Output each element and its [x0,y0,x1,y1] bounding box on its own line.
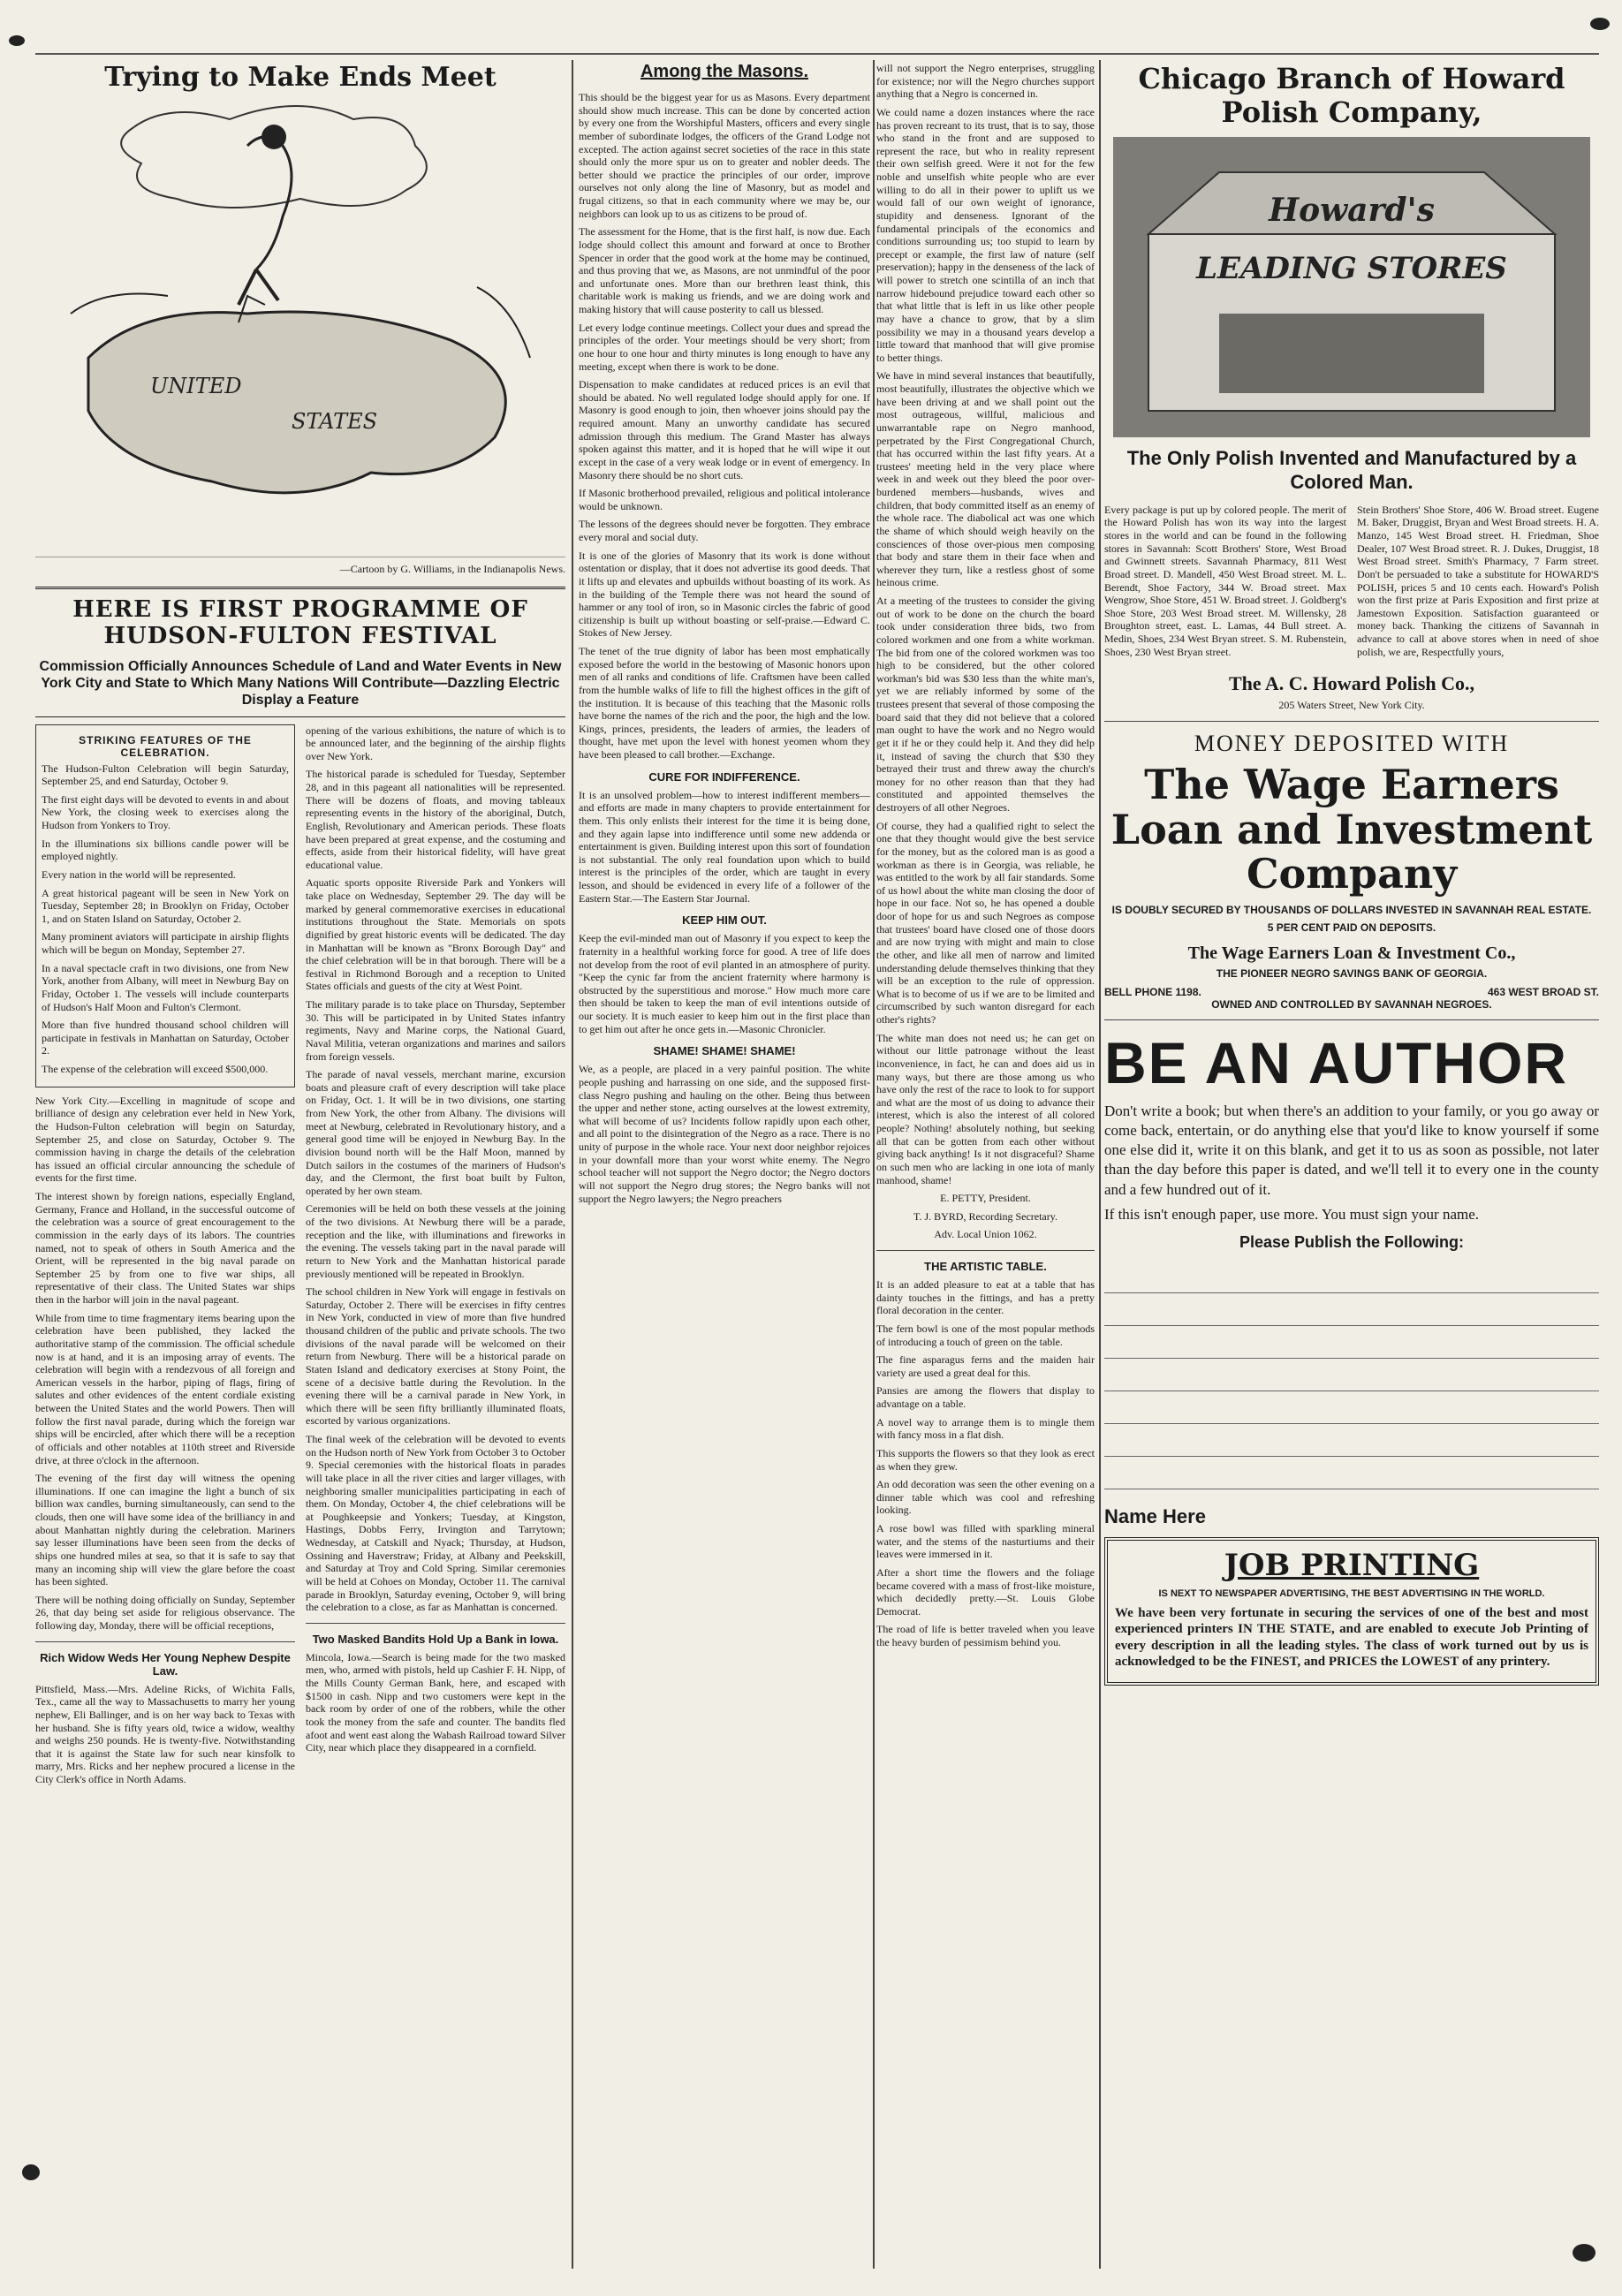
column-rule [572,60,573,2269]
paragraph: Of course, they had a qualified right to select the one that they thought would give the best service for the money, but as the colored man is as good a workman as there is in Georgia, was reliable, he was entitled to the work by all fair standards. Some of us howl about the white man closing the door of hope in our face. Not so, he has opened a double door of hope for us and such Negroes as compose that trustees' board have closed one of those doors and are now trying with might and main to close the other, and like all men of narrow and limited understanding delude themselves thinking that they will be an exception to the rule of oppression. What is to become of us if we are to be limited and circumscribed by such wanton disregard for each other's rights? [876,819,1095,1026]
photo-sign-leading-stores: LEADING STORES [1196,250,1507,286]
bank-ad-name: The Wage Earners Loan and Investment Company [1110,760,1593,898]
column-2 [579,62,870,1210]
blank-line[interactable] [1104,1424,1599,1457]
howard-ad-title: Chicago Branch of Howard Polish Company, [1138,62,1565,130]
paragraph: Stein Brothers' Shoe Store, 406 W. Broad street. Eugene M. Baker, Druggist, Bryan and West Broad streets. H. A. Manzo, 145 West Broad street. H. Friedman, Shoe Dealer, 107 West Broad street. R. J. Dukes, Druggist, 18 West Broad street. Smith's Pharmacy, 7 Farm street. Don't be persuaded to take a substitute for HOWARD'S POLISH, prices 5 and 10 cents each. Howard's Polish won the first prize at Paris Exposition and first prize at Jamestown Exposition. Satisfaction guaranteed or money back. Thanking the citizens of Savannah in advance to call at above stores when in need of shoe polish, we are, Respectfully yours, [1357,503,1599,658]
paragraph: Mincola, Iowa.—Search is being made for the two masked men, who, armed with pistols, held up Cashier F. H. Nipp, of the Mills County German Bank, here, and escaped with $1500 in cash. Nipp and two customers were kept in the back room by order of one of the robbers, while the other took the money from the safe and counter. The bandits fled afoot and went east along the Wabash Railroad toward Silver City, near which place they disappeared in a cornfield. [306,1650,565,1754]
paragraph: We could name a dozen instances where the race has proven recreant to its trust, that is to say, those who stand in the front and are supposed to represent the race, but who in reality represent their own selfish greed. Were it not for the few noble and unselfish white people who are ever willing to do all in their power to uplift us we would fall of our own weight of ignorance, stupidity and denseness. Ignorant of the fundamental principals of the economics and conditions surrounding us; too stupid to learn by precept or example, the first law of nature (self preservation); happy in the denseness of the lack of will power to stretch one scintilla of an inch that narrow hidebound prejudice toward each other so that what little that is left in us like other people may have a chance to grow, that by a slim possibility we may in a thousand years develop a little toward that manhood that will give promise to better things. [876,105,1095,364]
paragraph: We have in mind several instances that beautifully, most beautifully, illustrates the objective which we have been driving at and we shall point out the most outrageous, willful, malicious and unwarrantable rape on Negro manhood, perpetrated by the First Congregational Church, that has occurred within the last fifty years. At a trustees' meeting held in the very place where week in and week out they bleed the poor over-burdened members—husbands, wives and children, that body committed itself as an enemy of the whole race. The diabolical act was one which the shame of which should weigh heavily on the consciences of those over-pious men composing that body and stare them in their face when and wherever they turn, like a restless ghost of some heinous crime. [876,369,1095,589]
paragraph: New York City.—Excelling in magnitude of scope and brilliance of design any celebration ever held in New York, the Hudson-Fulton celebration will begin on Saturday, September 25, and close on Saturday, October 9. The commission having in charge the details of the celebration has issued an official circular announcing the schedule of events for the first time. [35,1094,295,1185]
feature-body-right [306,724,565,1792]
howard-company-address: 205 Waters Street, New York City. [1278,699,1425,712]
paragraph: If Masonic brotherhood prevailed, religious and political intolerance would be unknown. [579,487,870,512]
top-rule [35,53,1599,55]
divider [876,1250,1095,1251]
bank-ad-phone: BELL PHONE 1198. [1104,985,1201,998]
paragraph: It is one of the glories of Masonry that its work is done without ostentation or display, that it does not advertise its good deeds. That it lifts up and elevates and upbuilds without boasting of its work. As in the building of the Temple there was not heard the sound of hammer or any tool of iron, so in Masonic circles the fabric of good citizenship is built up without boasting or self-praise.—Edward C. Stokes of New Jersey. [579,549,870,640]
paragraph: It is an unsolved problem—how to interest indifferent members—and efforts are made in many chapters to provide entertainment for them. This only enlists their interest for the time it is being done, and they again lapse into indifference until some new addenda or entertainment is given. Building interest upon this sort of foundation is not substantial. The only real foundation upon which to build interest is the principles of the order, which are taught in every lesson, and should be evidenced in every life of a follower of the Eastern Star.—The Eastern Star Journal. [579,788,870,905]
paragraph: A novel way to arrange them is to mingle them with fancy moss in a flat dish. [876,1415,1095,1442]
section-headline: KEEP HIM OUT. [682,913,767,928]
divider [1104,1019,1599,1020]
paragraph: The school children in New York will engage in festivals on Saturday, October 2. There will be exercises in fifty centres in New York, conducted in view of more than five hundred thousand children of the public and private schools. The two divisions of the naval parade will be welcomed on their return from Newburg. There will be a historical parade on Staten Island and dedicatory exercises at Stony Point, the scene of a decisive battle during the Revolution. In the evening there will be a carnival parade in New York, in which there will be seen fifty brilliantly illuminated floats, escorted by various organizations. [306,1285,565,1428]
section-headline: THE ARTISTIC TABLE. [924,1260,1047,1273]
paragraph: In a naval spectacle craft in two divisions, one from New York, another from Albany, will meet in Newburg Bay on Friday, October 1. The vessels will include counterparts of Hudson's Half Moon and Fulton's Clermont. [42,961,289,1013]
column-3 [876,62,1095,1655]
signature: T. J. BYRD, Recording Secretary. [913,1209,1057,1223]
bank-ad-top: MONEY DEPOSITED WITH [1194,730,1510,756]
blank-line[interactable] [1104,1293,1599,1326]
section-headline: CURE FOR INDIFFERENCE. [648,769,800,784]
divider [306,1623,565,1624]
paragraph: The fern bowl is one of the most popular methods of introducing a touch of green on the table. [876,1322,1095,1348]
paragraph: The military parade is to take place on Thursday, September 30. This will be participated in by United States infantry regiments, Navy and Marine corps, the National Guard, Naval Militia, veteran organizations and marines and sailors from foreign vessels. [306,998,565,1063]
blank-line[interactable] [1104,1391,1599,1424]
bank-ad-line: THE PIONEER NEGRO SAVINGS BANK OF GEORGIA. [1216,966,1488,980]
masons-headline: Among the Masons. [640,62,808,81]
paragraph: The first eight days will be devoted to events in and about New York, the closing week to exercises along the Hudson from Yonkers to Troy. [42,792,289,832]
scan-speck [22,2164,40,2180]
cartoon-illustration [35,93,565,534]
map-label-united: UNITED [150,374,242,398]
features-box-title: STRIKING FEATURES OF THE CELEBRATION. [79,733,252,759]
paragraph: The road of life is better traveled when you leave the heavy burden of pessimism behind you. [876,1623,1095,1648]
story-headline: Rich Widow Weds Her Young Nephew Despite Law. [40,1650,291,1678]
signature: E. PETTY, President. [940,1192,1031,1205]
map-label-states: STATES [292,409,378,434]
paragraph: The historical parade is scheduled for Tuesday, September 28, and in this pageant all nationalities will be represented. There will be dozens of floats, and moving tableaux representing events in the history of the aboriginal, Dutch, English, Revolutionary and American periods. These floats have been prepared at great expense, and the costuming and effects, aside from their historical fidelity, will have great educational value. [306,768,565,871]
bank-ad-company: The Wage Earners Loan & Investment Co., [1187,943,1516,963]
photo-sign-howards: Howard's [1269,191,1435,229]
paragraph: The white man does not need us; he can get on without our little patronage without the least inconvenience, in fact, he can and does aid us in many ways, but there are those among us who have only the rest of the race to look to for support and what are the most of us doing to advance their interest, which is also the interest of all colored people? Nothing! absolutely nothing, but seeking all that can be gotten from each other without giving back anything! Is it not disgraceful? Shame on such men who are lacking in one iota of manly manhood, shame! [876,1031,1095,1186]
features-box [35,724,295,1087]
feature-headline: HERE IS FIRST PROGRAMME OF HUDSON-FULTON FESTIVAL [72,596,528,649]
paragraph: It is an added pleasure to eat at a table that has dainty touches in the fittings, and has a pretty floral decoration in the center. [876,1278,1095,1317]
author-ad-headline: BE AN AUTHOR [1104,1030,1569,1096]
paragraph: There will be nothing doing officially on Sunday, September 26, that day being set aside for religious observance. The following day, Monday, there will be official receptions, [35,1593,295,1633]
feature-body [35,724,565,1792]
paragraph: A rose bowl was filled with sparkling mineral water, and the stems of the nasturtiums and their leaves were immersed in it. [876,1522,1095,1561]
paragraph: will not support the Negro enterprises, struggling for existence; nor will the Negro churches support anything that a Negro is concerned in. [876,62,1095,101]
paragraph: In the illuminations six billions candle power will be employed nightly. [42,837,289,863]
paragraph: The interest shown by foreign nations, especially England, Germany, France and Holland, in the successful outcome of the celebration was a source of great encouragement to the commission in the early days of its labors. The countries named, not to speak of others in South America and the Orient, will be represented in the big naval parade on September 25 by from one to five war ships, all representative of their class. The United States war ships then in the harbor will join in the naval pageant. [35,1190,295,1307]
paragraph: We, as a people, are placed in a very painful position. The white people pushing and harrassing on one side, and the supposed first-class Negro pushing and hauling on the other. Being thus between the upper and nether stone, acting ourselves at the lowest extremity, what will become of us? Incidents follow rapidly upon each other, and all point to the disintegration of the Negro as a race. There is no unity of purpose in the whole race. Your next door neighbor rejoices in your downfall more than your worst white enemy. The Negro school teacher will not support the Negro doctor; the Negro doctors will not support the Negro drug stores; the Negro banks will not support the Negro lawyers; the Negro preachers [579,1063,870,1205]
paragraph: Every nation in the world will be represented. [42,868,236,881]
blank-line[interactable] [1104,1261,1599,1293]
bank-ad-address: 463 WEST BROAD ST. [1487,985,1599,998]
paragraph: After a short time the flowers and the foliage became covered with a mass of frost-like moisture, which decidedly pretty.—St. Louis Globe Democrat. [876,1565,1095,1618]
paragraph: More than five hundred thousand school children will participate in festivals in Manhattan on Saturday, October 2. [42,1019,289,1057]
paragraph: Every package is put up by colored people. The merit of the Howard Polish has won its way into the largest stores in the world and can be found in the following stores in Savannah: Scott Brothers' Store, West Broad and Gwinnett streets. Savannah Pharmacy, 811 West Broad street. D. Mandell, 450 West Broad street. M. L. Berendt, Shoe Factory, 344 W. Broad street. Max Wengrow, Shoe Store, 451 W. Broad street. J. Goldberg's Shoe Store, 203 West Broad street. M. Willensky, 28 Broughton street, east. L. Lamas, 44 Bull street. A. Medin, Shoes, 234 West Bryan street. S. M. Rubenstein, Shoes, 230 West Bryan street. [1104,503,1346,658]
bank-ad-line: OWNED AND CONTROLLED BY SAVANNAH NEGROES. [1211,997,1492,1011]
blank-line[interactable] [1104,1457,1599,1489]
name-here-label: Name Here [1104,1504,1206,1527]
paragraph: The final week of the celebration will be devoted to events on the Hudson north of New York from October 3 to October 9. Special ceremonies with the historical floats in parades will take place in all the river cities and larger villages, with neighboring smaller municipalities participating in each of them. On Monday, October 4, the chief celebrations will be at Poughkeepsie and Yonkers; Tuesday, at Kingston, Hastings, Dobbs Ferry, Irvington and Tarrytown; Wednesday, at Catskill and Nyack; Thursday, at Hudson, Ossining and Haverstraw; Friday, at Albany and Peekskill, and Saturday at Troy and Cold Spring. Similar ceremonies will be held at Cohoes on Monday, October 11. The carnival parade in Brooklyn, Saturday evening, October 9, will bring the celebration to a close, as far as Manhattan is concerned. [306,1433,565,1614]
author-ad-please: Please Publish the Following: [1239,1232,1465,1251]
column-4 [1104,62,1599,1686]
paragraph: Many prominent aviators will participate in airship flights which will be begun on Monday, September 27. [42,930,289,957]
howard-ad-body [1104,504,1599,664]
paragraph: Pansies are among the flowers that display to advantage on a table. [876,1384,1095,1410]
divider [35,1641,295,1642]
paragraph: While from time to time fragmentary items bearing upon the celebration have been published, they lacked the authoritative stamp of the commission. The official schedule now is at hand, and it is an imposing array of events. The celebration will begin with a rendezvous of all foreign and American vessels in the harbor, piping of flags, firing of salutes and other evidences of the entent cordiale existing between the United States and the world Powers. Then will follow the first naval parade, during which the foreign war ships will be encircled, after which there will be a reception of officials and other notables at 110th street and Riverside drive, at three o'clock in the afternoon. [35,1311,295,1466]
paragraph: The Hudson-Fulton Celebration will begin Saturday, September 25, and end Saturday, October 9. [42,762,289,788]
store-photo [1113,137,1590,437]
cartoon-caption: —Cartoon by G. Williams, in the Indianapolis News. [339,563,565,575]
store-photo-image [1113,137,1590,437]
paragraph: The tenet of the true dignity of labor has been most emphatically exposed before the world in the bestowing of Masonic honors upon men of all ranks and conditions of life. Craftsmen have been called from the humble walks of life to fill the highest offices in the gift of the institution. It is because of this teaching that the Masonic rolls have borne the names of the rich and the poor, the high and the low. Kings, princes, presidents, the leaders of armies, the leaders of thought, have met upon the level with honest yeomen whom they have been pleased to call brother.—Exchange. [579,645,870,761]
story-headline: Two Masked Bandits Hold Up a Bank in Iowa. [312,1632,559,1646]
paragraph: Pittsfield, Mass.—Mrs. Adeline Ricks, of Wichita Falls, Tex., came all the way to Massachusetts to marry her young nephew, Eli Ballinger, and is on her way back to Texas with her husband. She is fifty years old, twice a widow, wealthy and weighs 250 pounds. He is twenty-five. Notwithstanding that it is against the State law for such near kinsfolk to marry, Mrs. Ricks and her nephew procured a license in the City Clerk's office in North Adams. [35,1682,295,1786]
paragraph: An odd decoration was seen the other evening on a dinner table which was cool and refreshing looking. [876,1478,1095,1517]
paragraph: The lessons of the degrees should never be forgotten. They embrace every moral and social duty. [579,518,870,543]
paragraph: At a meeting of the trustees to consider the giving out of work to be done on the church the board took under consideration three bids, two from colored workmen and one from a white workman. The bid from one of the colored workmen was too high to be considered, but the other colored workman's bid was $30 less than the white man's, yet we are reliably informed by some of the trustees present that several of those composing the board said that they did not believe that a colored man ought to have the work and no Negro would get it if he or they could help it. And they did help it, instead of saving the church that $30 they betrayed their trust and threw away the church's money for no other reason than that they had constituted and appointed themselves the destroyers of all other Negroes. [876,595,1095,814]
paragraph: This should be the biggest year for us as Masons. Every department should show much increase. This can be done by concerted action by every one from the Worshipful Masters, officers and every single member of subordinate lodges, the officers of the Grand Lodge not excepted. The action against secret societies of the race in this state should only the more spur us on to greater and nobler deeds. The better should we practice the principles of our order, improve ourselves not only along the line of Masonry, but as model and frugal citizens, so that in each community where we may be, our neighbors can look up to us as citizens to be proud of. [579,91,870,220]
feature-body-left [35,724,295,1792]
paragraph: A great historical pageant will be seen in New York on Tuesday, September 28; in Brooklyn on Friday, October 1, and on Staten Island on Saturday, October 2. [42,886,289,925]
paragraph: opening of the various exhibitions, the nature of which is to be announced later, and the beginning of the airship flights over New York. [306,724,565,762]
scan-speck [1590,18,1610,30]
paragraph: Keep the evil-minded man out of Masonry if you expect to keep the fraternity in a healthful working force for good. A tree of life does not develop from the root of evil planted in an atmosphere of purity. "Keep the cynic far from the ancient fraternity where harmony is obstructed by the superstitious and morose." How much more care then should be taken to keep the man of evil intentions outside of our society. It is much easier to keep him out in the first place than to get him out after he once gets in.—Masonic Chronicler. [579,932,870,1035]
job-printing-headline: JOB PRINTING [1224,1547,1480,1583]
paragraph: The fine asparagus ferns and the maiden hair variety are used a great deal for this. [876,1353,1095,1379]
paragraph: Dispensation to make candidates at reduced prices is an evil that should be abated. No well regulated lodge should apply for one. If Masonry is good enough to join, then whoever joins should pay the required amount. Many an unworthy candidate has secured admission through this medium. The Grand Master has always spoken against this matter, and it is hoped that he will wipe it out except in the case of a very weak lodge or in event of emergency. In Masonry there should be no short cuts. [579,378,870,481]
blank-line[interactable] [1104,1326,1599,1359]
paragraph: The expense of the celebration will exceed $500,000. [42,1063,269,1076]
column-1 [35,62,565,1792]
divider [1104,721,1599,722]
column-rule [1099,60,1101,2269]
feature-deck: Commission Officially Announces Schedule of Land and Water Events in New York City and State to Which Many Nations Will Contribute—Dazzling Electric Display a Feature [39,659,562,709]
signature: Adv. Local Union 1062. [934,1228,1037,1241]
paragraph: Aquatic sports opposite Riverside Park and Yonkers will take place on Wednesday, September 29. The day will be marked by general commemorative exercises in educational institutions throughout the State. Memorials on spots dignified by great historic events will be dedicated. The day in Manhattan will be known as "Bronx Borough Day" and the chief celebration will be in that borough. There will be a festival in Richmond Borough and a reception to United States officials and guests of the city at West Point. [306,876,565,993]
paragraph: The parade of naval vessels, merchant marine, excursion boats and pleasure craft of every description will take place on Friday, Oct. 1. It will be in two divisions, one starting from New York, the other from Albany. The divisions will meet at Newburg, celebrated in Revolutionary history, and a general good time will be enjoyed in Newburg Bay. In the division bound north will be the Half Moon, manned by Dutch sailors in the costumes of the mariners of Hudson's day, and the Clermont, the first boat built by Fulton, operated by her own steam. [306,1068,565,1197]
author-ad-body: Don't write a book; but when there's an addition to your family, or you go away or come back, entertain, or do anything else that you'd like to know yourself if some one else did it, write it on this blank, and get it to us as soon as possible, not later than the day before this paper is dated, and we'll tell it to every one in the county and a few hundred out of it. [1104,1103,1599,1198]
paragraph: Ceremonies will be held on both these vessels at the joining of the two divisions. At Newburg there will be a parade, reception and the like, with illuminations and fireworks in the evening. The vessels taking part in the naval parade will return to New York and the Manhattan historical parade previously mentioned will be repeated in Brooklyn. [306,1202,565,1280]
job-printing-body: We have been very fortunate in securing the services of one of the best and most experienced printers IN THE STATE, and are enabled to execute Job Printing of every description in all the leading styles. The class of work turned out by us is acknowledged to be the FINEST, and PRICES the LOWEST of any printery. [1115,1606,1588,1670]
paragraph: This supports the flowers so that they look as erect as when they grew. [876,1446,1095,1473]
bank-ad-line: IS DOUBLY SECURED BY THOUSANDS OF DOLLARS INVESTED IN SAVANNAH REAL ESTATE. [1111,903,1592,916]
scan-speck [9,35,25,46]
section-headline: SHAME! SHAME! SHAME! [653,1044,796,1058]
job-printing-line: IS NEXT TO NEWSPAPER ADVERTISING, THE BEST ADVERTISING IN THE WORLD. [1158,1587,1545,1599]
job-printing-ad [1104,1537,1599,1686]
bank-ad-contact [1104,986,1599,998]
column-rule [873,60,875,2269]
cartoon-title: Trying to Make Ends Meet [104,62,496,93]
blank-line[interactable] [1104,1359,1599,1391]
feature-headline-block [35,587,565,717]
cartoon [35,62,565,557]
bank-ad-line: 5 PER CENT PAID ON DEPOSITS. [1267,921,1436,935]
paragraph: The evening of the first day will witness the opening illuminations. If one can imagine the light a bunch of six billion wax candles, burning simultaneously, can send to the clouds, then one will have some idea of the brilliancy in and about Manhattan nightly during the celebration. Mariners say lesser illuminations have been seen from the decks of ships one hundred miles at sea, so that it is safe to say that many an incoming ship will view the glare before the coast has been sighted. [35,1472,295,1588]
paragraph: Let every lodge continue meetings. Collect your dues and spread the principles of the order. Your meetings should be very short; from one hour to one hour and thirty minutes is long enough to have any meeting, except when there is work to be done. [579,321,870,373]
scan-speck [1573,2244,1595,2262]
paragraph: The assessment for the Home, that is the first half, is now due. Each lodge should collect this amount and forward at once to Brother Spencer in order that the good work at the home may be continued, and thus proving that we, as Masons, are not unmindful of the poor and unfortunate ones. More than our brethren least think, this charitable work is making us friends, and we are doing work and making history that will cause posterity to call us blessed. [579,225,870,315]
howard-company-sign: The A. C. Howard Polish Co., [1228,672,1475,695]
author-ad-body: If this isn't enough paper, use more. You must sign your name. [1104,1205,1480,1223]
howard-ad-headline: The Only Polish Invented and Manufactured by a Colored Man. [1126,446,1577,494]
